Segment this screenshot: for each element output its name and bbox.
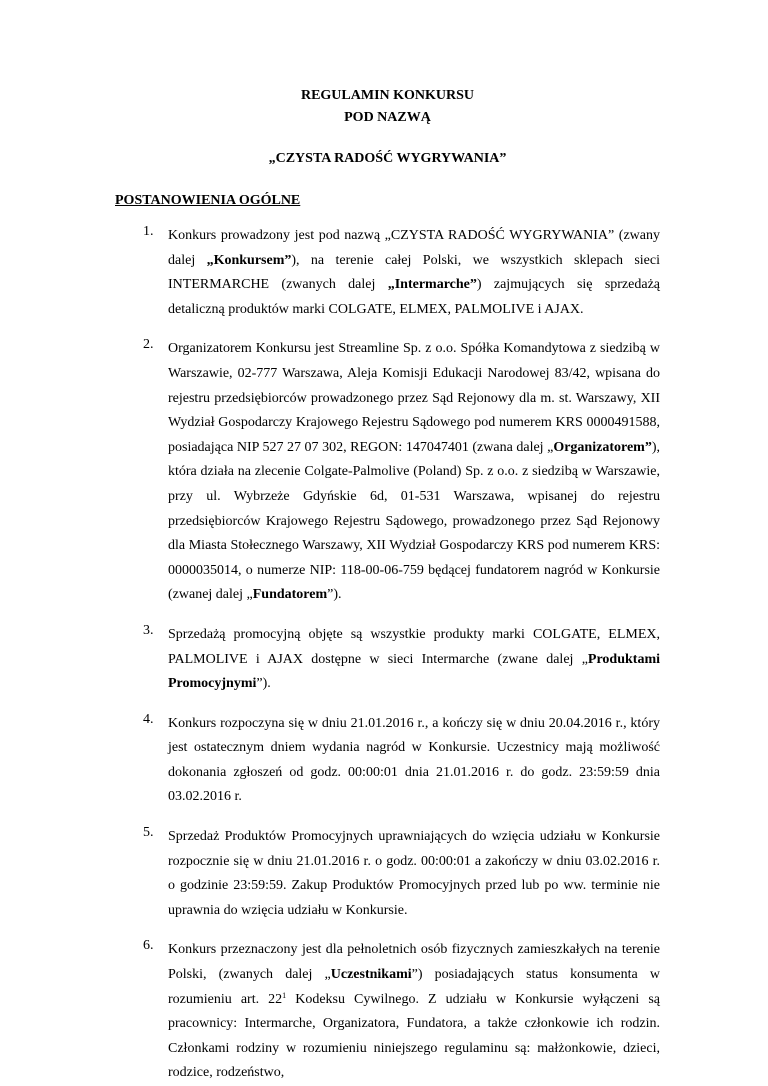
rule-item <box>115 938 660 1086</box>
rule-item <box>115 825 660 923</box>
rule-number: 5. <box>143 825 154 841</box>
text-segment: ”). <box>327 587 342 603</box>
text-segment: ), która działa na zlecenie Colgate-Palmolive (Poland) Sp. z o.o. z siedzibą w Warszawie, przy ul. Wybrzeże Gdyńskie 6d, 01-531 Warszawa, wpisanej do rejestru przedsiębiorców Krajowego Rejestru Sądowego, prowadzonego przez Sąd Rejonowy dla Miasta Stołecznego Warszawy, XII Wydział Gospodarczy KRS pod numerem KRS: 0000035014, o numerze NIP: 118-00-06-759 będącej fundatorem nagród w Konkursie (zwanej dalej „ <box>168 439 660 603</box>
text-segment: ”). <box>256 676 271 692</box>
rule-item <box>115 712 660 810</box>
text-segment: ) zajmujących się sprzedażą detaliczną produktów marki COLGATE, ELMEX, PALMOLIVE i AJAX. <box>168 277 660 317</box>
text-segment: Sprzedaż Produktów Promocyjnych uprawniających do wzięcia udziału w Konkursie rozpocznie się w dniu 21.01.2016 r. o godz. 00:00:01 a zakończy w dniu 03.02.2016 r. o godzinie 23:59:59. Zakup Produktów Promocyjnych przed lub po ww. terminie nie uprawnia do wzięcia udziału w Konkursie. <box>168 829 660 918</box>
defined-term: „Intermarche” <box>387 277 477 293</box>
text-segment: Konkurs rozpoczyna się w dniu 21.01.2016 r., a kończy się w dniu 20.04.2016 r., który jest ostatecznym dniem wydania nagród w Konkursie. Uczestnicy mają możliwość dokonania zgłoszeń od godz. 00:00:01 dnia 21.01.2016 r. do godz. 23:59:59 dnia 03.02.2016 r. <box>168 715 660 805</box>
rule-text <box>168 825 660 923</box>
rule-item <box>115 337 660 608</box>
text-segment: Kodeksu Cywilnego. Z udziału w Konkursie wyłączeni są pracownicy: Intermarche, Organizatora, Fundatora, a także członkowie ich rodzin. Członkami rodziny w rozumieniu niniejszego regulaminu są: małżonkowie, dzieci, rodzice, rodzeństwo, <box>168 991 660 1081</box>
defined-term: Organizatorem” <box>553 439 652 455</box>
rule-text <box>168 623 660 697</box>
rule-number: 2. <box>143 337 154 353</box>
rule-number: 4. <box>143 711 154 727</box>
superscript: 1 <box>282 990 287 1000</box>
rule-text <box>168 224 660 322</box>
rule-text <box>168 712 660 810</box>
rule-item <box>115 623 660 697</box>
text-segment: Konkurs przeznaczony jest dla pełnoletnich osób fizycznych zamieszkałych na terenie Polski, (zwanych dalej „ <box>168 942 660 983</box>
document-title-line-2: POD NAZWĄ <box>344 110 431 125</box>
rule-item <box>115 224 660 322</box>
text-segment: ), na terenie całej Polski, we wszystkich sklepach sieci INTERMARCHE (zwanych dalej <box>168 252 660 293</box>
rules-list <box>115 224 660 1086</box>
section-heading: POSTANOWIENIA OGÓLNE <box>115 193 301 208</box>
contest-name-title: „CZYSTA RADOŚĆ WYGRYWANIA” <box>268 151 507 166</box>
rule-text <box>168 337 660 608</box>
defined-term: Fundatorem <box>252 587 328 603</box>
defined-term: Uczestnikami <box>330 967 412 983</box>
text-segment: Organizatorem Konkursu jest Streamline Sp. z o.o. Spółka Komandytowa z siedzibą w Warszawie, 02-777 Warszawa, Aleja Komisji Edukacji Narodowej 83/42, wpisana do rejestru przedsiębiorców prowadzonego przez Sąd Rejonowy dla m. st. Warszawy, XII Wydział Gospodarczy Krajowego Rejestru Sądowego pod numerem KRS 0000491588, posiadająca NIP 527 27 07 302, REGON: 147047401 (zwana dalej „ <box>168 341 660 455</box>
rule-number: 1. <box>143 224 154 239</box>
document-title-line-1: REGULAMIN KONKURSU <box>300 88 475 103</box>
text-segment: ”) posiadających status konsumenta w rozumieniu art. 22 <box>168 967 660 1007</box>
defined-term: „Konkursem” <box>206 252 292 268</box>
rule-text <box>168 938 660 1086</box>
text-segment: Sprzedażą promocyjną objęte są wszystkie produkty marki COLGATE, ELMEX, PALMOLIVE i AJAX dostępne w sieci Intermarche (zwane dalej „ <box>168 626 660 667</box>
text-segment: Konkurs prowadzony jest pod nazwą „CZYSTA RADOŚĆ WYGRYWANIA” (zwany dalej <box>168 228 660 268</box>
defined-term: Produktami Promocyjnymi <box>168 651 660 692</box>
rule-number: 6. <box>143 938 154 954</box>
rule-number: 3. <box>143 622 154 638</box>
